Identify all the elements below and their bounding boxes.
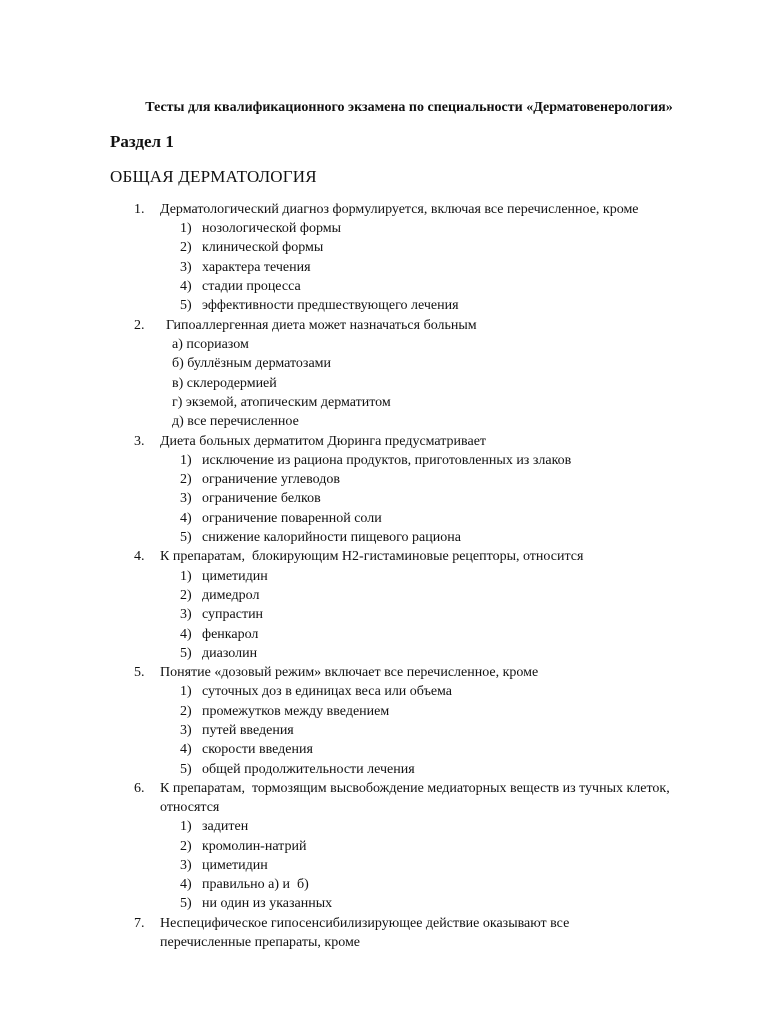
option-text: ограничение углеводов (202, 472, 340, 487)
question-text: Гипоаллергенная диета может назначаться больным (166, 318, 477, 333)
option-text: диазолин (202, 646, 258, 661)
option-number: 5) (180, 762, 192, 777)
option (180, 528, 461, 547)
option (180, 470, 340, 489)
option-number: 1) (180, 569, 192, 584)
option (180, 219, 341, 238)
option (180, 567, 268, 586)
option-text: ограничение поваренной соли (202, 511, 382, 526)
question-text: Диета больных дерматитом Дюринга предусматривает (160, 434, 487, 449)
option (180, 721, 294, 740)
option-text: промежутков между введением (202, 704, 390, 719)
option-number: 2) (180, 240, 192, 255)
option-text: циметидин (202, 569, 268, 584)
question-number: 2. (134, 318, 145, 333)
option (180, 258, 311, 277)
option-text: циметидин (202, 858, 268, 873)
option (180, 277, 301, 296)
option-text: нозологической формы (202, 221, 342, 236)
option-number: 1) (180, 684, 192, 699)
option-number: 2) (180, 839, 192, 854)
option-text: исключение из рациона продуктов, приготовленных из злаков (202, 453, 572, 468)
question-text: Неспецифическое гипосенсибилизирующее действие оказывают все перечисленные препараты, кроме (160, 916, 570, 950)
option-text: снижение калорийности пищевого рациона (202, 530, 461, 545)
option-text: суточных доз в единицах веса или объема (202, 684, 453, 699)
option-text: стадии процесса (202, 279, 301, 294)
question-text: К препаратам, блокирующим Н2-гистаминовые рецепторы, относится (160, 549, 584, 564)
option-number: 3) (180, 260, 192, 275)
option-text: путей введения (202, 723, 294, 738)
option (180, 296, 459, 315)
option-text: эффективности предшествующего лечения (202, 298, 459, 313)
option-number: 4) (180, 279, 192, 294)
section-heading: ОБЩАЯ ДЕРМАТОЛОГИЯ (110, 167, 317, 186)
option-text: димедрол (202, 588, 260, 603)
option-number: 1) (180, 221, 192, 236)
option: в) склеродермией (172, 376, 277, 391)
option-text: задитен (202, 819, 249, 834)
option-number: 5) (180, 298, 192, 313)
question-text: Понятие «дозовый режим» включает все перечисленное, кроме (160, 665, 539, 680)
option-number: 5) (180, 896, 192, 911)
option: д) все перечисленное (172, 414, 299, 429)
question-number: 7. (134, 916, 145, 931)
option (180, 894, 332, 913)
option-text: скорости введения (202, 742, 313, 757)
option (180, 238, 323, 257)
option (180, 509, 382, 528)
option-text: клинической формы (202, 240, 324, 255)
option-text: характера течения (202, 260, 311, 275)
option-number: 3) (180, 607, 192, 622)
question-number: 3. (134, 434, 145, 449)
question-number: 4. (134, 549, 145, 564)
question-number: 1. (134, 202, 145, 217)
option-text: правильно а) и б) (202, 877, 309, 892)
option-number: 4) (180, 742, 192, 757)
option-number: 2) (180, 588, 192, 603)
option (180, 817, 248, 836)
option-number: 5) (180, 530, 192, 545)
option (180, 875, 309, 894)
option: а) псориазом (172, 337, 249, 352)
option-text: кромолин-натрий (202, 839, 307, 854)
option: б) буллёзным дерматозами (172, 356, 332, 371)
option-number: 3) (180, 858, 192, 873)
question-number: 6. (134, 781, 145, 796)
option-text: ограничение белков (202, 491, 321, 506)
option (180, 856, 268, 875)
option (180, 740, 313, 759)
option (180, 702, 389, 721)
option-number: 4) (180, 627, 192, 642)
option (180, 605, 263, 624)
option-number: 2) (180, 704, 192, 719)
option (180, 451, 571, 470)
option-number: 4) (180, 511, 192, 526)
option (180, 837, 306, 856)
option (180, 760, 415, 779)
question-number: 5. (134, 665, 145, 680)
option-number: 1) (180, 819, 192, 834)
option: г) экземой, атопическим дерматитом (172, 395, 391, 410)
option (180, 644, 257, 663)
question-text: Дерматологический диагноз формулируется, включая все перечисленное, кроме (160, 202, 639, 217)
option-number: 4) (180, 877, 192, 892)
document-title: Тесты для квалификационного экзамена по специальности «Дерматовенерология» (145, 100, 673, 115)
question-text: К препаратам, тормозящим высвобождение медиаторных веществ из тучных клеток, относятся (160, 781, 674, 815)
option-number: 3) (180, 491, 192, 506)
option-text: общей продолжительности лечения (202, 762, 415, 777)
option-text: фенкарол (202, 627, 259, 642)
option-text: ни один из указанных (202, 896, 333, 911)
option (180, 682, 452, 701)
option-number: 5) (180, 646, 192, 661)
option (180, 489, 321, 508)
option-number: 2) (180, 472, 192, 487)
option-number: 1) (180, 453, 192, 468)
option-number: 3) (180, 723, 192, 738)
section-label: Раздел 1 (110, 132, 174, 151)
option (180, 625, 258, 644)
option-text: супрастин (202, 607, 264, 622)
option (180, 586, 259, 605)
